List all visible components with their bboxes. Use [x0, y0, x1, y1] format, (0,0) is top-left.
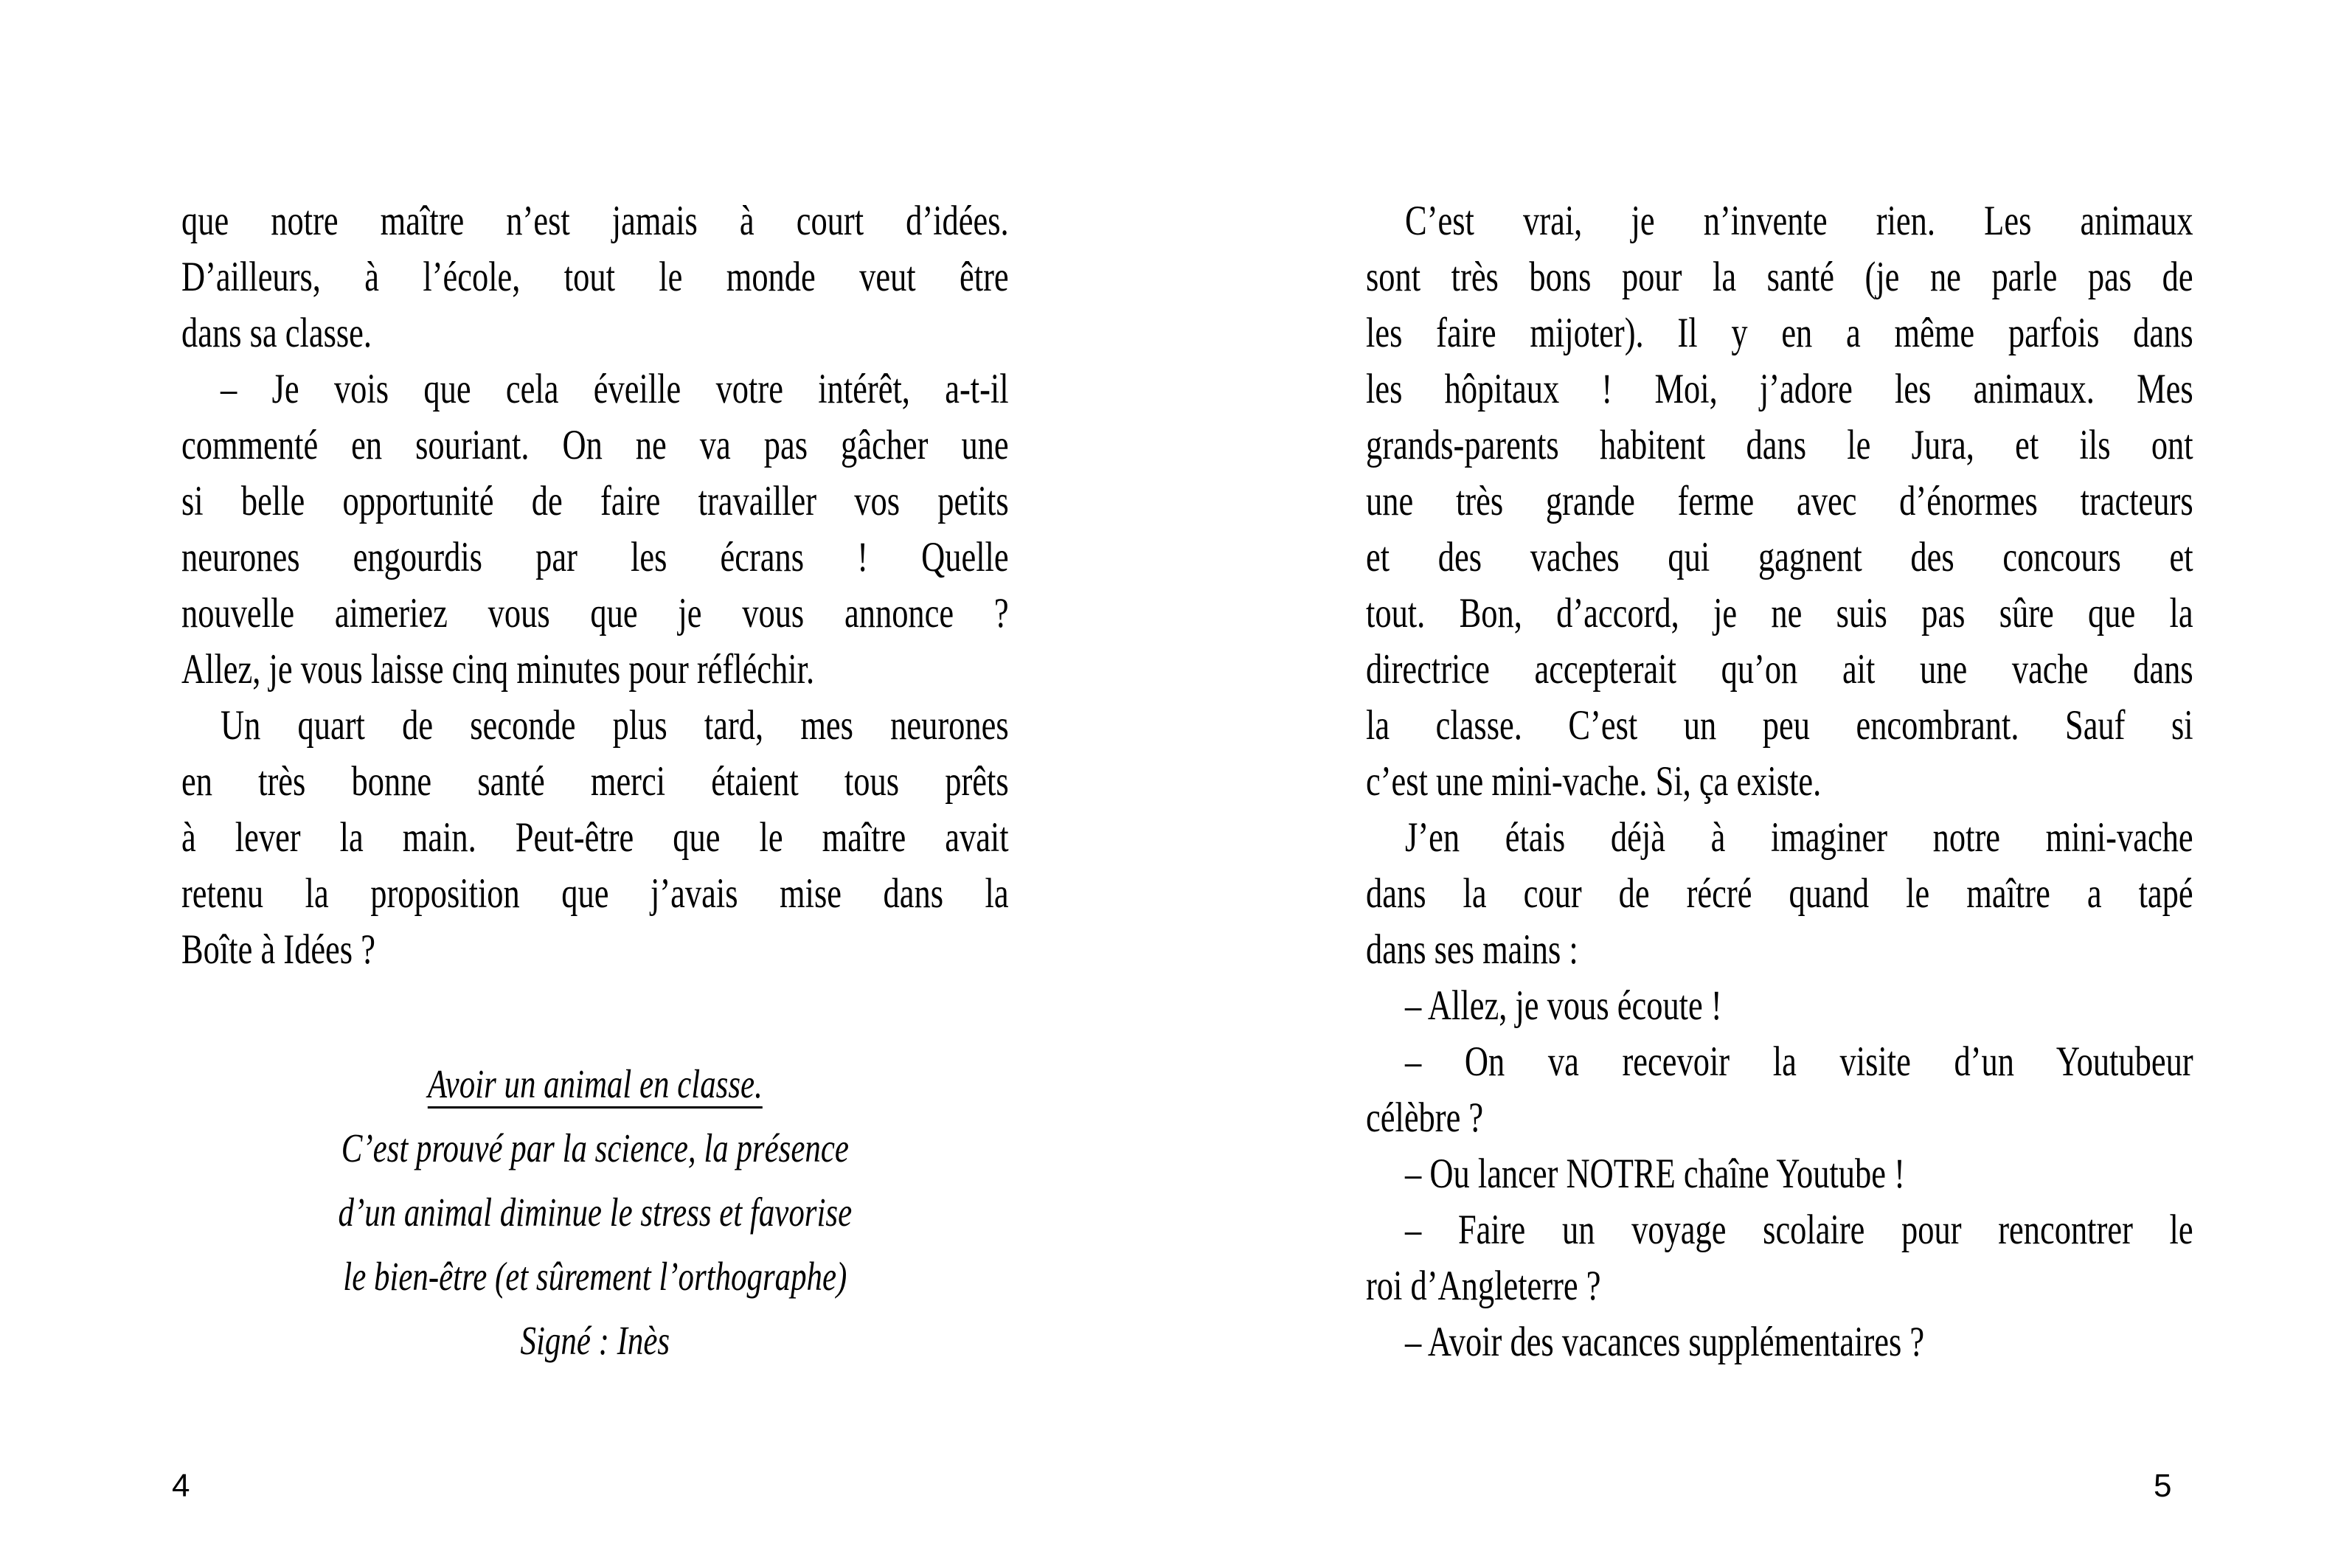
page-right-text-column [1366, 193, 2193, 1370]
page-left-body [181, 193, 1009, 978]
text-line: – On va recevoir la visite d’un Youtubeur [1405, 1038, 2193, 1085]
text-line: – Je vois que cela éveille votre intérêt, a-t-il [221, 366, 1009, 412]
text-line: Allez, je vous laisse cinq minutes pour réfléchir. [181, 646, 815, 693]
text-line: célèbre ? [1366, 1095, 1484, 1141]
note-line: C’est prouvé par la science, la présence [341, 1125, 849, 1170]
note-title: Avoir un animal en classe. [427, 1061, 763, 1106]
text-line: à lever la main. Peut-être que le maître avait [181, 814, 1009, 861]
page-number-left: 4 [172, 1468, 190, 1504]
page-right-body [1366, 193, 2193, 1370]
note-body [181, 1116, 1009, 1308]
text-line: commenté en souriant. On ne va pas gâcher une [181, 422, 1009, 468]
text-line: J’en étais déjà à imaginer notre mini-vache [1405, 814, 2193, 861]
note-signature: Signé : Inès [520, 1318, 670, 1363]
text-line: les faire mijoter). Il y en a même parfois dans [1366, 310, 2193, 356]
text-line: – Avoir des vacances supplémentaires ? [1405, 1319, 1925, 1365]
handwritten-note [181, 1052, 1009, 1373]
text-line: C’est vrai, je n’invente rien. Les animaux [1405, 198, 2193, 244]
text-line: dans sa classe. [181, 310, 372, 356]
text-line: Boîte à Idées ? [181, 926, 375, 973]
text-line: la classe. C’est un peu encombrant. Sauf si [1366, 702, 2193, 749]
text-line: – Faire un voyage scolaire pour rencontrer le [1405, 1207, 2193, 1253]
text-line: directrice accepterait qu’on ait une vache dans [1366, 646, 2193, 693]
text-line: D’ailleurs, à l’école, tout le monde veut être [181, 254, 1009, 300]
text-line: – Allez, je vous écoute ! [1405, 982, 1722, 1029]
text-line: dans la cour de récré quand le maître a tapé [1366, 870, 2193, 917]
text-line: retenu la proposition que j’avais mise dans la [181, 870, 1009, 917]
text-line: roi d’Angleterre ? [1366, 1263, 1601, 1309]
note-line: d’un animal diminue le stress et favorise [338, 1190, 853, 1235]
text-line: c’est une mini-vache. Si, ça existe. [1366, 758, 1822, 805]
text-line: nouvelle aimeriez vous que je vous annonce ? [181, 590, 1009, 636]
text-line: Un quart de seconde plus tard, mes neurones [221, 702, 1009, 749]
note-line: le bien-être (et sûrement l’orthographe) [343, 1254, 847, 1299]
text-line: si belle opportunité de faire travailler vos petits [181, 478, 1009, 524]
page-left-text-column [181, 193, 1009, 1373]
text-line: sont très bons pour la santé (je ne parle pas de [1366, 254, 2193, 300]
text-line: une très grande ferme avec d’énormes tracteurs [1366, 478, 2193, 524]
text-line: grands-parents habitent dans le Jura, et ils ont [1366, 422, 2193, 468]
text-line: en très bonne santé merci étaient tous prêts [181, 758, 1009, 805]
text-line: tout. Bon, d’accord, je ne suis pas sûre que la [1366, 590, 2193, 636]
page-number-right: 5 [2154, 1468, 2172, 1504]
text-line: que notre maître n’est jamais à court d’idées. [181, 198, 1009, 244]
text-line: les hôpitaux ! Moi, j’adore les animaux. Mes [1366, 366, 2193, 412]
text-line: dans ses mains : [1366, 926, 1578, 973]
text-line: et des vaches qui gagnent des concours et [1366, 534, 2193, 580]
text-line: – Ou lancer NOTRE chaîne Youtube ! [1405, 1151, 1905, 1197]
text-line: neurones engourdis par les écrans ! Quelle [181, 534, 1009, 580]
